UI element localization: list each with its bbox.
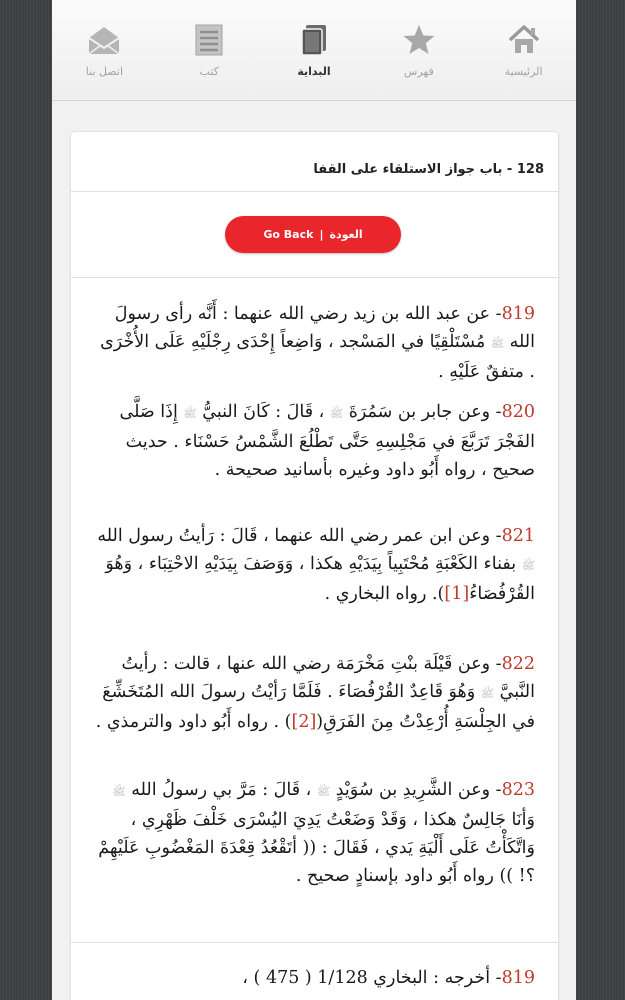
hadith-number: 821 [501,526,535,546]
hadith-text: - وعن ابن عمر رضي الله عنهما ، قَالَ : رَأيتُ رسول الله ﷺ بفناء الكَعْبَةِ مُحْتَبِياً بِيَدَيْهِ هكذا ، وَوَصَفَ بِيَدَيْهِ الاحْتِبَاء ، وَهُوَ القُرْفُصَاءُ [97,526,535,604]
hadith-821 [95,522,535,608]
hadith-number: 822 [501,654,535,674]
top-navigation [52,0,576,101]
go-back-button[interactable] [225,216,401,253]
nav-books[interactable] [157,0,262,100]
blessing-icon: ﷺ [329,407,344,420]
divider [71,277,558,278]
hadith-text-end: ). رواه البخاري . [324,584,445,604]
blessing-icon: ﷺ [183,407,197,420]
star-icon [401,22,437,58]
go-back-divider: | [319,228,324,241]
hadith-number: 819 [501,304,535,324]
hadith-number: 823 [501,780,535,800]
hadith-text: - وعن الشَّرِيدِ بن سُوَيْدٍ ﷺ ، قَالَ : مَرَّ بي رسولُ الله ﷺ وَأنَا جَالِسٌ هكذا ، وَقَدْ وَضَعْتُ يَدِيَ اليُسْرَى خَلْفَ ظَهْرِي ، وَاتَّكَأْتُ عَلَى أَلْيَةِ يَدي ، فَقَالَ : (( أتَقْعُدُ قِعْدَةَ المَغْضُوبِ عَلَيْهِمْ ؟! )) رواه أَبُو داود بإسنادٍ صحيح . [98,780,535,886]
go-back-label-en: Go Back [263,228,314,241]
hadith-text: - عن عبد الله بن زيد رضي الله عنهما : أَنَّه رأى رسولَ الله ﷺ مُسْتَلْقِيًا في المَسْجد ، وَاضِعاً إِحْدَى رِجْلَيْهِ عَلَى الأُخْرَى . متفقٌ عَلَيْهِ . [100,304,535,382]
blessing-icon: ﷺ [480,687,495,700]
bookmark-pages-icon [296,22,332,58]
divider [71,191,558,192]
footnote-ref-1[interactable]: [1] [444,584,470,604]
hadith-text-end: ) . رواه أَبُو داود والترمذي . [95,712,292,732]
footnote-number: 819 [501,968,535,988]
nav-home[interactable] [471,0,576,100]
nav-start[interactable] [262,0,367,100]
footnote-ref-2[interactable]: [2] [291,712,317,732]
divider [71,942,558,943]
nav-contact[interactable] [52,0,157,100]
hadith-822 [95,650,535,736]
blessing-icon: ﷺ [316,785,331,798]
nav-contact-label: اتصل بنا [85,65,124,78]
blessing-icon: ﷺ [490,337,505,350]
hadith-820 [95,398,535,484]
hadith-823 [95,776,535,890]
blessing-icon: ﷺ [112,785,126,798]
nav-index[interactable] [366,0,471,100]
hadith-text: - وعن قَيْلَة بنْتِ مَخْرَمَة رضي الله عنها ، قالت : رأيتُ النَّبيَّ ﷺ وَهُوَ قَاعِدٌ القُرْفُصَاءَ . فَلَمَّا رَأيْتُ رسولَ الله المُتَخَشِّعَ في الجِلْسَةِ أُرْعِدْتُ مِنَ الفَرَقِ( [102,654,535,732]
content-card [70,131,559,1000]
footnote-text: - أخرجه : البخاري 1/128 ( 475 ) ، [242,968,502,988]
home-icon [506,22,542,58]
hadith-number: 820 [501,402,535,422]
book-list-icon [191,22,227,58]
nav-index-label: فهرس [403,65,434,78]
app-container [52,0,576,1000]
hadith-819 [95,300,535,386]
footnote-819 [95,964,535,992]
hadith-text: - وعن جابر بن سَمُرَةَ ﷺ ، قَالَ : كَانَ النبيُّ ﷺ إِذَا صَلَّى الفَجْرَ تَرَبَّعَ في مَجْلِسِهِ حَتَّى تَطْلُعَ الشَّمْسُ حَسْنَاء . حديث صحيح ، رواه أَبُو داود وغيره بأسانيد صحيحة . [119,402,535,480]
go-back-label-ar: العودة [329,228,363,241]
blessing-icon: ﷺ [521,559,535,572]
envelope-icon [86,22,122,58]
nav-home-label: الرئيسية [504,65,543,78]
nav-books-label: كتب [199,65,219,78]
chapter-title: 128 - باب جواز الاستلقاء على القفا [313,162,544,177]
nav-start-label: البداية [297,65,331,78]
